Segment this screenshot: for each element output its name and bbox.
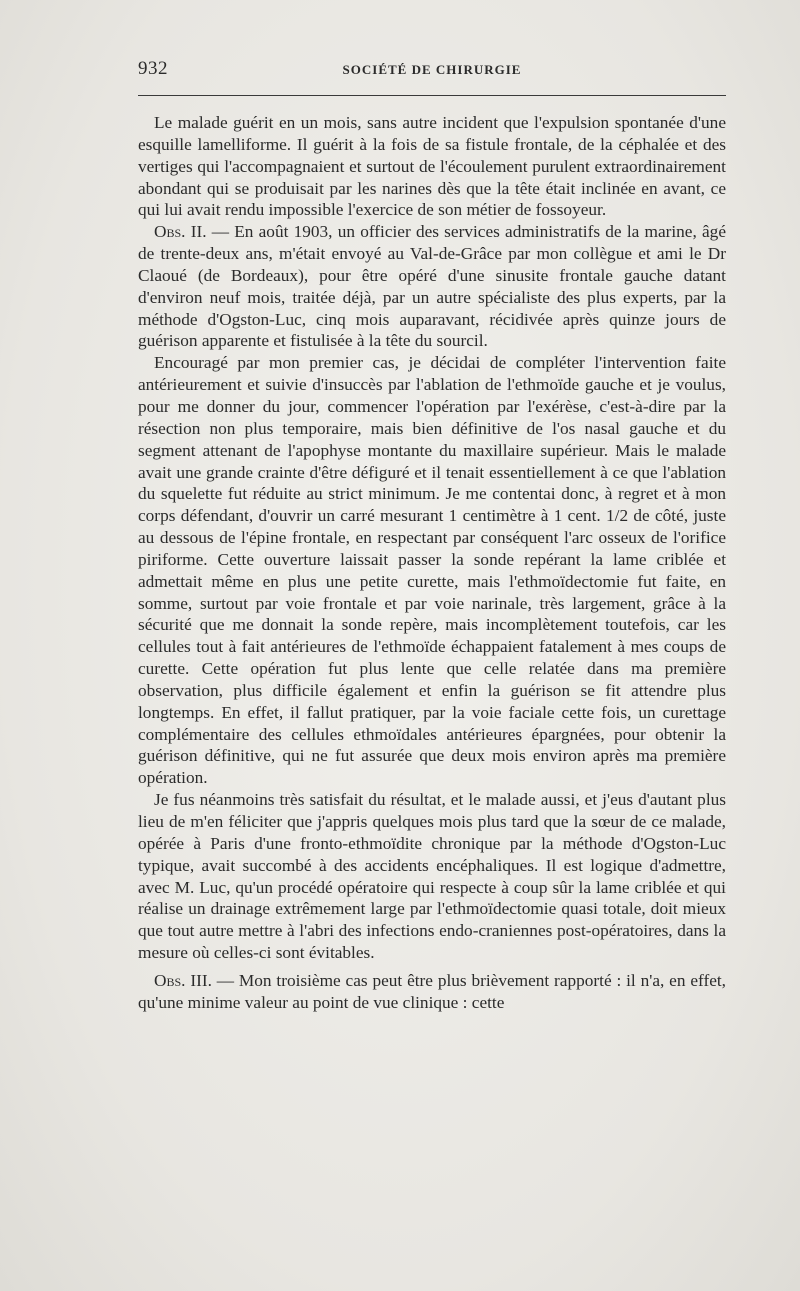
- header-rule: [138, 95, 726, 96]
- paragraph-4: [138, 789, 726, 964]
- paragraph-obs-3: [138, 970, 726, 1014]
- running-title: SOCIÉTÉ DE CHIRURGIE: [342, 62, 522, 77]
- page-number: 932: [138, 58, 168, 79]
- paragraph-obs-2: [138, 221, 726, 352]
- body-text: [138, 112, 726, 1014]
- paragraph-3: [138, 352, 726, 789]
- paragraph-4-text: Je fus néanmoins très satisfait du résultat, et le malade aussi, et j'eus d'autant plus lieu de m'en féliciter que j'appris quelques mois plus tard que la sœur de ce malade, opérée à Paris d'une fronto-ethmoïdite chronique par la méthode d'Ogston-Luc typique, avait succombé à des accidents encéphaliques. Il est logique d'admettre, avec M. Luc, qu'un procédé opératoire qui respecte à coup sûr la lame criblée et qui réalise un drainage extrêmement large par l'ethmoïdectomie quasi totale, doit mieux que tout autre mettre à l'abri des infections endo-craniennes post-opératoires, dans la mesure où celles-ci sont évitables.: [138, 790, 726, 963]
- paragraph-obs-2-text: — En août 1903, un officier des services administratifs de la marine, âgé de trente-deux ans, m'était envoyé au Val-de-Grâce par mon collègue et ami le Dr Claoué (de Bordeaux), pour être opéré d'une sinusite frontale gauche datant d'environ neuf mois, traitée déjà, par un autre spécialiste des plus experts, par la méthode d'Ogston-Luc, cinq mois auparavant, récidivée après quinze jours de guérison apparente et fistulisée à la tête du sourcil.: [138, 222, 726, 351]
- paragraph-1: [138, 112, 726, 221]
- page-header: [138, 58, 726, 84]
- paragraph-obs-3-text: — Mon troisième cas peut être plus brièvement rapporté : il n'a, en effet, qu'une minime valeur au point de vue clinique : cette: [138, 970, 726, 1012]
- obs-3-label: Obs. III.: [154, 970, 212, 990]
- paragraph-1-text: Le malade guérit en un mois, sans autre incident que l'expulsion spontanée d'une esquille lamelliforme. Il guérit à la fois de sa fistule frontale, de la céphalée et des vertiges qui l'accompagnaient et surtout de l'écoulement purulent extraordinairement abondant qui se produisait par les narines dès que la tête était inclinée en avant, ce qui lui avait rendu impossible l'exercice de son métier de fossoyeur.: [138, 113, 726, 220]
- obs-2-label: Obs. II.: [154, 222, 207, 242]
- paragraph-3-text: Encouragé par mon premier cas, je décidai de compléter l'intervention faite antérieurement et suivie d'insuccès par l'ablation de l'ethmoïde gauche et je voulus, pour me donner du jour, commencer l'opération par l'exérèse, c'est-à-dire par la résection non plus temporaire, mais bien définitive de l'os nasal gauche et du segment attenant de l'apophyse montante du maxillaire supérieur. Mais le malade avait une grande crainte d'être défiguré et il tenait essentiellement à ce que l'ablation du squelette fut réduite au strict minimum. Je me contentai donc, à regret et à mon corps défendant, d'ouvrir un carré mesurant 1 centimètre à 1 cent. 1/2 de côté, juste au dessous de l'épine frontale, en respectant par conséquent l'arc osseux de l'orifice piriforme. Cette ouverture laissait passer la sonde repérant la lame criblée et admettait même en plus une petite curette, mais l'ethmoïdectomie fut faite, en somme, surtout par voie frontale et par voie narinale, très largement, grâce à la sécurité que me donnait la sonde repère, mais incomplètement toutefois, car les cellules tout à fait antérieures de l'ethmoïde échappaient fatalement à mes coups de curette. Cette opération fut plus lente que celle relatée dans ma première observation, plus difficile également et enfin la guérison se fit attendre plus longtemps. En effet, il fallut pratiquer, par la voie faciale cette fois, un curettage complémentaire des cellules ethmoïdales antérieures épargnées, pour obtenir la guérison définitive, qui ne fut assurée que deux mois environ après ma première opération.: [138, 353, 726, 788]
